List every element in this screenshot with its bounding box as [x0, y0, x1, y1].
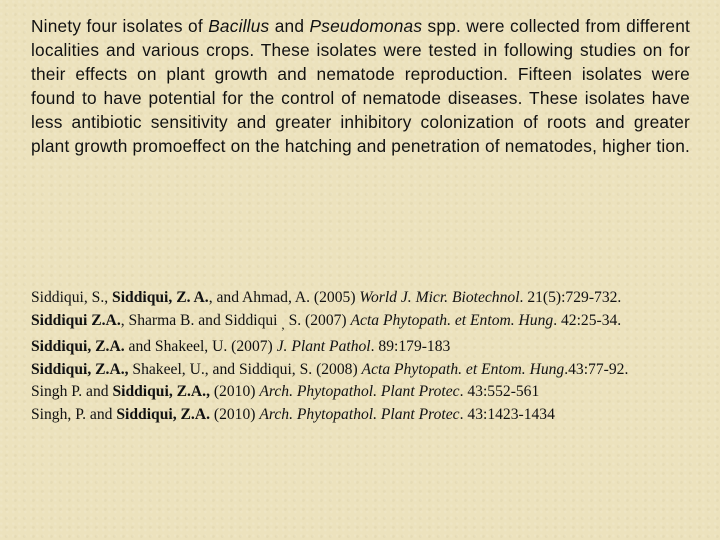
reference-item: Siddiqui Z.A., Sharma B. and Siddiqui $_,$ S. (2007) Acta Phytopath. et Entom. Hung. 42:25-34. [31, 311, 622, 332]
reference-journal: World J. Micr. Biotechnol [359, 289, 520, 306]
reference-item: Siddiqui, Z.A. and Shakeel, U. (2007) J. Plant Pathol. 89:179-183 [31, 338, 451, 356]
reference-author-bold: Siddiqui, Z.A. [31, 338, 125, 356]
reference-author-bold: Siddiqui, Z.A., [112, 383, 210, 401]
reference-item: Siddiqui, S., Siddiqui, Z. A., and Ahmad, A. (2005) World J. Micr. Biotechnol. 21(5):729-732. [31, 289, 622, 306]
reference-subscript-comma: , [281, 316, 285, 332]
abstract-part: Ninety four isolates of [31, 16, 209, 36]
reference-journal: Acta Phytopath. et Entom. Hung [361, 360, 565, 378]
reference-journal: Acta Phytopath. et Entom. Hung [350, 311, 554, 329]
genus-bacillus: Bacillus [208, 16, 270, 36]
reference-author-bold: Siddiqui Z.A. [31, 311, 121, 329]
reference-journal: Arch. Phytopathol. Plant Protec [259, 405, 460, 423]
genus-pseudomonas: Pseudomonas [309, 16, 423, 36]
abstract-text [31, 14, 690, 158]
abstract-paragraph [31, 14, 690, 158]
reference-item: Singh, P. and Siddiqui, Z.A. (2010) Arch. Phytopathol. Plant Protec. 43:1423-1434 [31, 405, 555, 423]
reference-item: Siddiqui, Z.A., Shakeel, U., and Siddiqui, S. (2008) Acta Phytopath. et Entom. Hung.43:77-92. [31, 360, 629, 378]
reference-author-bold: Siddiqui, Z.A. [116, 405, 210, 423]
reference-item: Singh P. and Siddiqui, Z.A., (2010) Arch. Phytopathol. Plant Protec. 43:552-561 [31, 383, 540, 401]
reference-journal: J. Plant Pathol [276, 338, 371, 356]
reference-author-bold: Siddiqui, Z.A., [31, 360, 129, 378]
abstract-part: and [269, 16, 310, 36]
reference-list [31, 287, 693, 426]
reference-author-bold: Siddiqui, Z. A. [112, 289, 209, 306]
reference-journal: Arch. Phytopathol. Plant Protec [259, 383, 460, 401]
abstract-part: spp. were collected from different localities and various crops. These isolates were tested in following studies on for their effects on plant growth and nematode reproduction. Fifteen isolates were found to have potential for the control of nematode diseases. These isolates have less antibiotic sensitivity and greater inhibitory colonization of roots and greater plant growth promoeffect on the hatching and penetration of nematodes, higher tion. [31, 16, 691, 156]
